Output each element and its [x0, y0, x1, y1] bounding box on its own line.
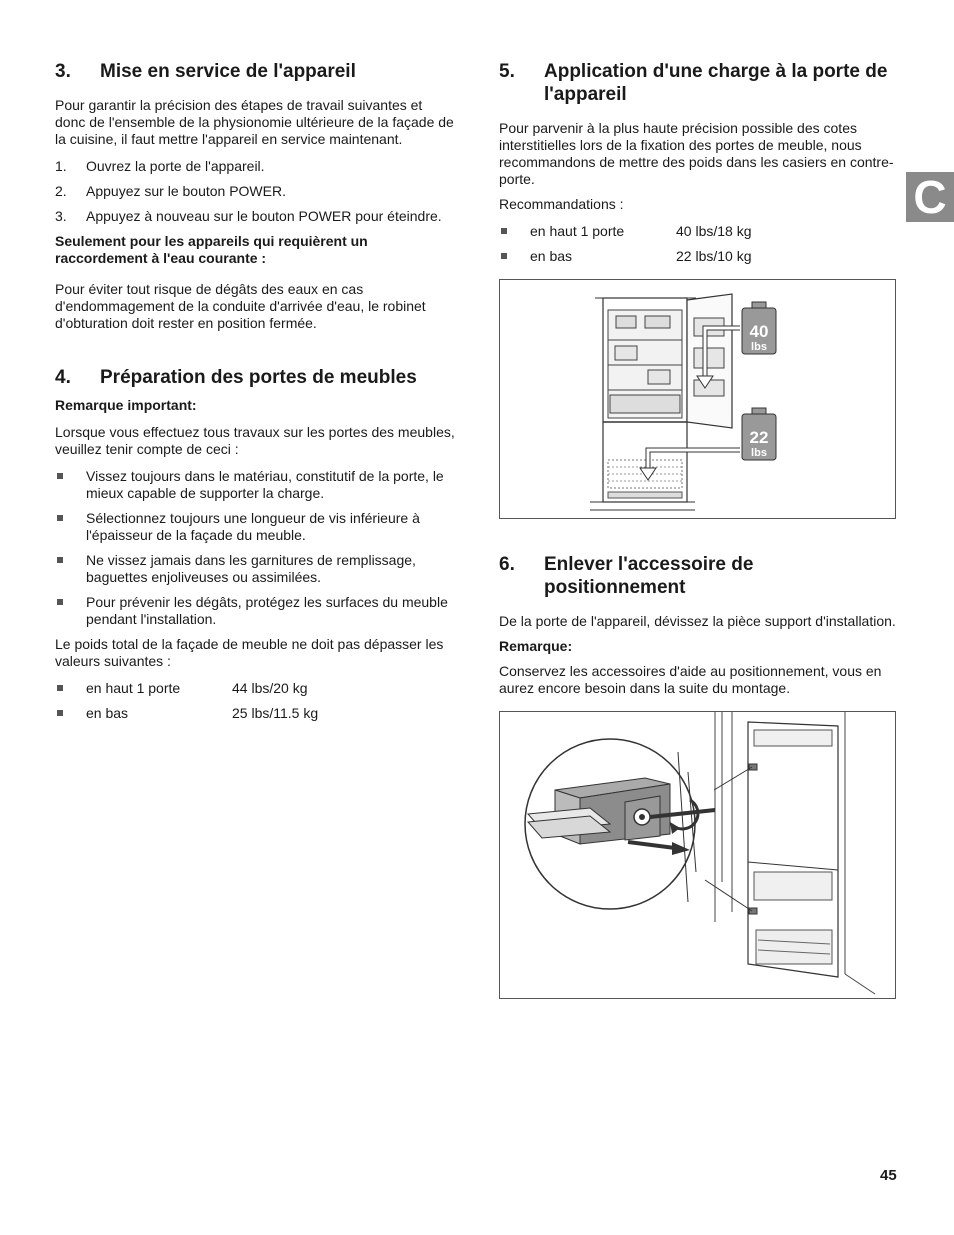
section-title: Mise en service de l'appareil: [100, 61, 356, 82]
weight-bottom-unit: lbs: [751, 447, 767, 459]
step-item: 3. Appuyez à nouveau sur le bouton POWER pour éteindre.: [55, 208, 442, 224]
section-5-intro: Pour parvenir à la plus haute précision possible des cotes interstitielles lors de la fixation des portes de meuble, nous recommandons de mettre des poids dans les casiers en contre-porte.: [499, 120, 894, 187]
list-item: en bas 22 lbs/10 kg: [499, 248, 899, 265]
bullet-square-icon: [55, 552, 86, 586]
water-connection-text: Pour éviter tout risque de dégâts des eaux en cas d'endommagement de la conduite d'arrivée d'eau, le robinet d'obturation doit rester en position fermée.: [55, 281, 426, 331]
list-item: Sélectionnez toujours une longueur de vis inférieure à l'épaisseur de la façade du meuble.: [55, 510, 455, 544]
bullet-list: [55, 468, 455, 628]
list-item: Pour prévenir les dégâts, protégez les surfaces du meuble pendant l'installation.: [55, 594, 455, 628]
section-3-heading: [55, 60, 455, 83]
section-3-intro: Pour garantir la précision des étapes de travail suivantes et donc de l'ensemble de la physionomie ultérieure de la façade de la cuisine, il faut mettre l'appareil en service maintenant.: [55, 97, 454, 147]
list-item: Vissez toujours dans le matériau, constitutif de la porte, le mieux capable de supporter la charge.: [55, 468, 455, 502]
water-connection-heading: Seulement pour les appareils qui requièrent un raccordement à l'eau courante :: [55, 233, 368, 266]
list-item: en haut 1 porte 40 lbs/18 kg: [499, 223, 899, 240]
list-item: en bas 25 lbs/11.5 kg: [55, 705, 455, 722]
step-list: [55, 158, 455, 225]
bullet-square-icon: [55, 510, 86, 544]
section-number: 4.: [55, 367, 71, 388]
door-weight-figure: [499, 279, 896, 519]
list-item: en haut 1 porte 44 lbs/20 kg: [55, 680, 455, 697]
weight-bottom-number: 22: [749, 428, 769, 447]
section-6-intro: De la porte de l'appareil, dévissez la pièce support d'installation.: [499, 613, 896, 629]
step-item: 2. Appuyez sur le bouton POWER.: [55, 183, 286, 199]
fridge-door-weights-illustration: [500, 280, 895, 518]
bullet-square-icon: [55, 594, 86, 628]
list-item: Ne vissez jamais dans les garnitures de remplissage, baguettes enjoliveuses ou assimilées.: [55, 552, 455, 586]
step-item: 1. Ouvrez la porte de l'appareil.: [55, 158, 265, 174]
section-title: Application d'une charge à la porte de l'appareil: [544, 61, 888, 105]
left-column: [55, 60, 455, 730]
bullet-square-icon: [55, 705, 86, 722]
section-title: Préparation des portes de meubles: [100, 367, 417, 388]
section-title: Enlever l'accessoire de positionnement: [544, 554, 754, 598]
bullet-square-icon: [55, 468, 86, 502]
weight-intro: Le poids total de la façade de meuble ne doit pas dépasser les valeurs suivantes :: [55, 636, 444, 669]
bullet-square-icon: [499, 223, 530, 240]
page-number: 45: [880, 1167, 897, 1184]
weight-list: [55, 680, 455, 722]
right-column: [499, 60, 899, 999]
recommendation-list: [499, 223, 899, 265]
note-heading: Remarque important:: [55, 397, 197, 413]
bullet-square-icon: [499, 248, 530, 265]
positioning-accessory-figure: [499, 711, 896, 999]
remove-accessory-illustration: [500, 712, 895, 998]
section-6-heading: [499, 553, 899, 599]
section-number: 6.: [499, 554, 515, 575]
section-number: 3.: [55, 61, 71, 82]
section-number: 5.: [499, 61, 515, 82]
section-4-heading: [55, 366, 455, 389]
note-text: Conservez les accessoires d'aide au positionnement, vous en aurez encore besoin dans la suite du montage.: [499, 663, 882, 696]
bullet-square-icon: [55, 680, 86, 697]
weight-top-unit: lbs: [751, 341, 767, 353]
section-5-heading: [499, 60, 899, 106]
recommendations-label: Recommandations :: [499, 196, 624, 212]
note-intro: Lorsque vous effectuez tous travaux sur les portes des meubles, veuillez tenir compte de ceci :: [55, 424, 455, 457]
note-heading: Remarque:: [499, 638, 573, 654]
chapter-tab: C: [906, 172, 954, 222]
weight-top-number: 40: [749, 322, 769, 341]
